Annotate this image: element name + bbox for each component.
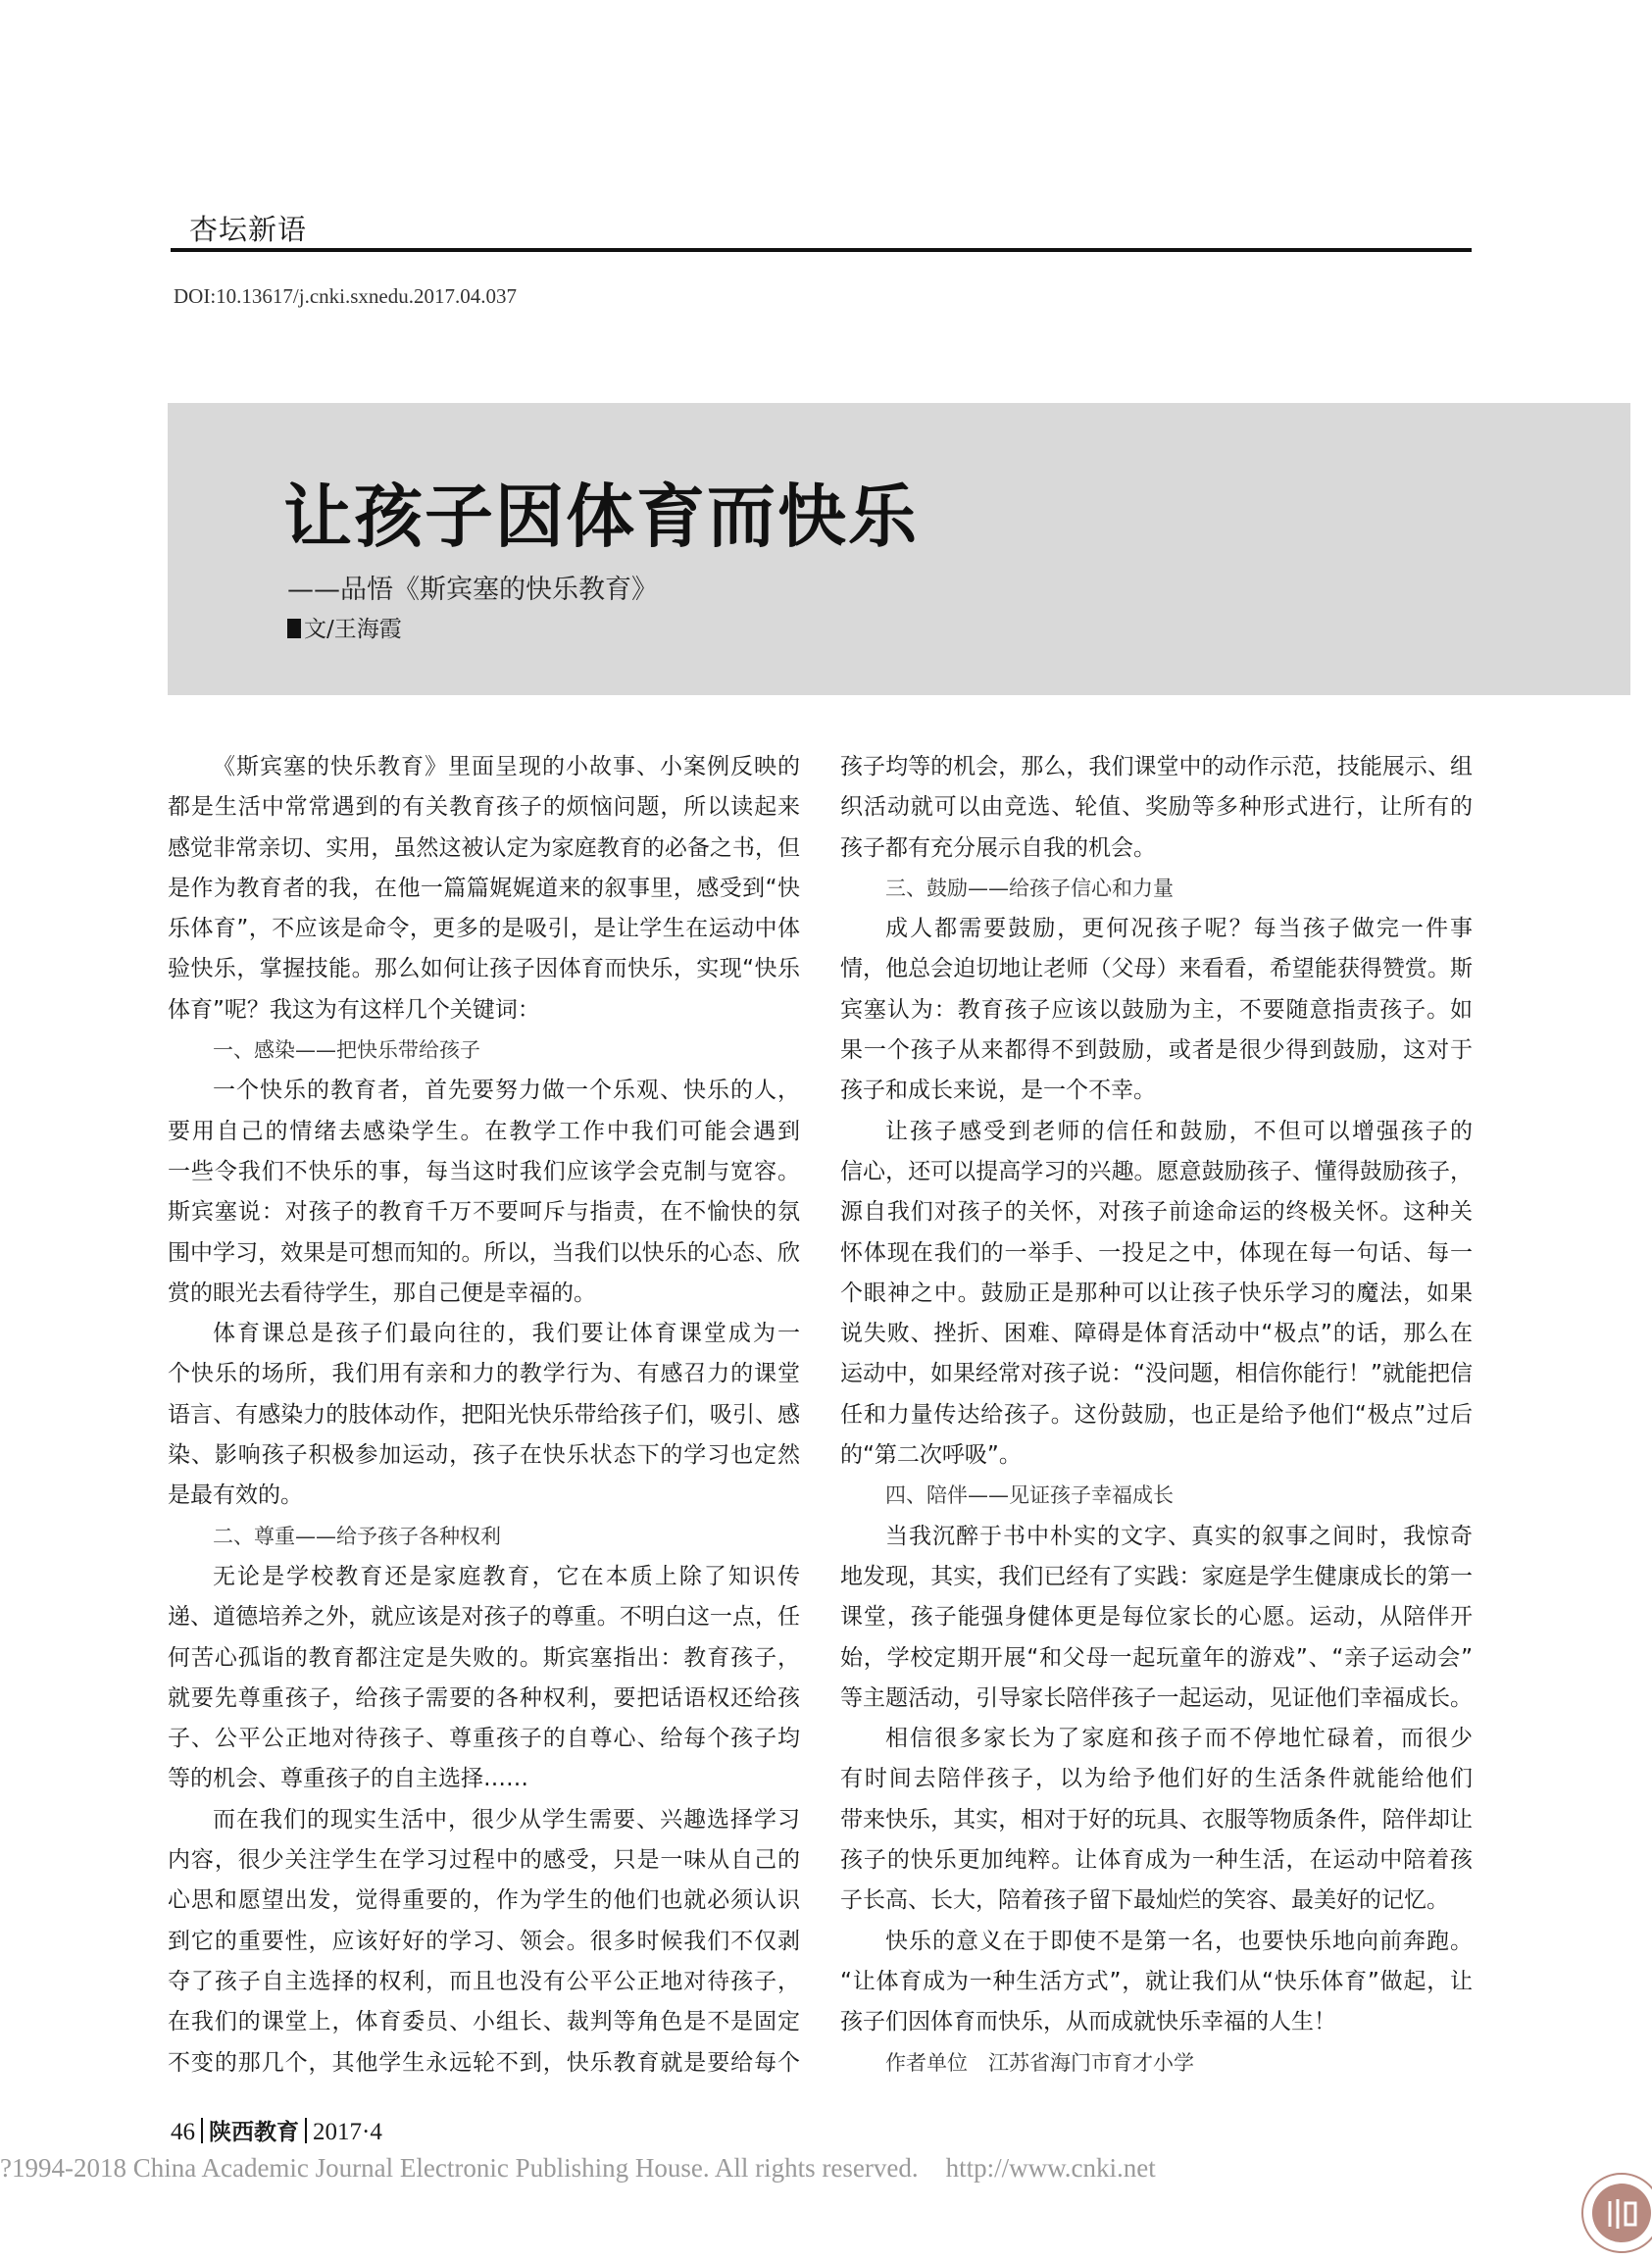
text-line: 夺了孩子自主选择的权利，而且也没有公平公正地对待孩子， (168, 1968, 800, 1994)
text-line: 成人都需要鼓励，更何况孩子呢？每当孩子做完一件事 (885, 916, 1473, 942)
text-line: 快乐的意义在于即使不是第一名，也要快乐地向前奔跑。 (885, 1928, 1473, 1954)
text-line: 无论是学校教育还是家庭教育，它在本质上除了知识传 (213, 1563, 800, 1589)
copyright-text: ?1994-2018 China Academic Journal Electronic Publishing House. All rights reserved. (0, 2153, 919, 2183)
text-line: 是作为教育者的我，在他一篇篇娓娓道来的叙事里，感受到“快 (168, 875, 800, 901)
text-line: 而在我们的现实生活中，很少从学生需要、兴趣选择学习 (213, 1806, 800, 1833)
text-line: 孩子和成长来说，是一个不幸。 (840, 1078, 1156, 1104)
text-line: 源自我们对孩子的关怀，对孩子前途命运的终极关怀。这种关 (840, 1199, 1473, 1226)
text-line: 赏的眼光去看待学生，那自己便是幸福的。 (168, 1280, 596, 1306)
text-line: 课堂，孩子能强身健体更是每位家长的心愿。运动，从陪伴开 (840, 1604, 1473, 1631)
text-line: 果一个孩子从来都得不到鼓励，或者是很少得到鼓励，这对于 (840, 1037, 1473, 1064)
section-heading: 作者单位 江苏省海门市育才小学 (885, 2050, 1194, 2075)
text-line: 子、公平公正地对待孩子、尊重孩子的自尊心、给每个孩子均 (168, 1726, 800, 1752)
text-line: 心思和愿望出发，觉得重要的，作为学生的他们也就必须认识 (168, 1887, 800, 1914)
text-line: 验快乐，掌握技能。那么如何让孩子因体育而快乐，实现“快乐 (168, 956, 800, 982)
text-line: 等主题活动，引导家长陪伴孩子一起运动，见证他们幸福成长。 (840, 1684, 1473, 1711)
text-line: 个快乐的场所，我们用有亲和力的教学行为、有感召力的课堂 (168, 1361, 800, 1387)
text-line: 围中学习，效果是可想而知的。所以，当我们以快乐的心态、欣 (168, 1239, 800, 1266)
text-line: 是最有效的。 (168, 1482, 303, 1509)
text-line: 孩子的快乐更加纯粹。让体育成为一种生活，在运动中陪着孩 (840, 1847, 1473, 1874)
text-line: 织活动就可以由竞选、轮值、奖励等多种形式进行，让所有的 (840, 794, 1473, 821)
text-line: 情，他总会迫切地让老师（父母）来看看，希望能获得赞赏。斯 (840, 956, 1473, 982)
text-line: 就要先尊重孩子，给孩子需要的各种权利，要把话语权还给孩 (168, 1684, 800, 1711)
text-line: 的“第二次呼吸”。 (840, 1442, 1022, 1469)
text-line: 都是生活中常常遇到的有关教育孩子的烦恼问题，所以读起来 (168, 794, 800, 821)
text-line: 个眼神之中。鼓励正是那种可以让孩子快乐学习的魔法，如果 (840, 1280, 1473, 1306)
copyright-line (0, 2153, 1156, 2184)
text-line: 子长高、长大，陪着孩子留下最灿烂的笑容、最美好的记忆。 (840, 1887, 1449, 1914)
page-footer (171, 2114, 382, 2146)
text-line: 要用自己的情绪去感染学生。在教学工作中我们可能会遇到 (168, 1118, 800, 1144)
page-number: 46 (171, 2119, 195, 2145)
section-heading: 三、鼓励——给孩子信心和力量 (885, 876, 1174, 900)
text-line: 宾塞认为：教育孩子应该以鼓励为主，不要随意指责孩子。如 (840, 996, 1473, 1023)
text-line: 运动中，如果经常对孩子说：“没问题，相信你能行！”就能把信 (840, 1361, 1473, 1387)
section-heading: 四、陪伴——见证孩子幸福成长 (885, 1483, 1174, 1508)
article-title: 让孩子因体育而快乐 (283, 477, 919, 557)
text-line: 孩子们因体育而快乐，从而成就快乐幸福的人生！ (840, 2009, 1336, 2035)
column-right (840, 747, 1473, 2084)
text-line: 语言、有感染力的肢体动作，把阳光快乐带给孩子们，吸引、感 (168, 1401, 800, 1428)
magazine-name: 陕西教育 (209, 2120, 299, 2145)
text-line: “让体育成为一种生活方式”，就让我们从“快乐体育”做起，让 (840, 1968, 1473, 1994)
text-line: 始，学校定期开展“和父母一起玩童年的游戏”、“亲子运动会” (840, 1644, 1473, 1671)
text-line: 一些令我们不快乐的事，每当这时我们应该学会克制与宽容。 (168, 1158, 800, 1184)
text-line: 孩子都有充分展示自我的机会。 (840, 834, 1156, 861)
text-line: 当我沉醉于书中朴实的文字、真实的叙事之间时，我惊奇 (885, 1523, 1473, 1549)
issue: 2017·4 (313, 2119, 382, 2145)
text-line: 等的机会、尊重孩子的自主选择…… (168, 1766, 528, 1792)
article-author (287, 611, 402, 643)
text-line: 信心，还可以提高学习的兴趣。愿意鼓励孩子、懂得鼓励孩子， (840, 1158, 1473, 1184)
text-line: 在我们的课堂上，体育委员、小组长、裁判等角色是不是固定 (168, 2009, 800, 2035)
text-line: 说失败、挫折、困难、障碍是体育活动中“极点”的话，那么在 (840, 1321, 1473, 1347)
section-heading: 二、尊重——给予孩子各种权利 (213, 1524, 501, 1548)
text-line: 带来快乐，其实，相对于好的玩具、衣服等物质条件，陪伴却让 (840, 1806, 1473, 1833)
section-heading: 一、感染——把快乐带给孩子 (213, 1038, 480, 1063)
text-line: 体育课总是孩子们最向往的，我们要让体育课堂成为一 (213, 1321, 800, 1347)
header-rule (171, 248, 1472, 252)
article-subtitle: ——品悟《斯宾塞的快乐教育》 (287, 575, 658, 605)
text-line: 让孩子感受到老师的信任和鼓励，不但可以增强孩子的 (885, 1118, 1473, 1144)
square-bullet-icon (287, 619, 301, 638)
text-line: 乐体育”，不应该是命令，更多的是吸引，是让学生在运动中体 (168, 916, 800, 942)
text-line: 任和力量传达给孩子。这份鼓励，也正是给予他们“极点”过后 (840, 1401, 1473, 1428)
cnki-link[interactable]: http://www.cnki.net (945, 2153, 1156, 2183)
text-line: 递、道德培养之外，就应该是对孩子的尊重。不明白这一点，任 (168, 1604, 800, 1631)
text-line: 怀体现在我们的一举手、一投足之中，体现在每一句话、每一 (840, 1239, 1473, 1266)
text-line: 孩子均等的机会，那么，我们课堂中的动作示范，技能展示、组 (840, 754, 1473, 779)
text-line: 内容，很少关注学生在学习过程中的感受，只是一味从自己的 (168, 1847, 800, 1874)
title-banner (168, 403, 1630, 695)
text-line: 染、影响孩子积极参加运动，孩子在快乐状态下的学习也定然 (168, 1442, 800, 1469)
divider (305, 2118, 307, 2143)
text-line: 《斯宾塞的快乐教育》里面呈现的小故事、小案例反映的 (213, 754, 800, 779)
divider (201, 2118, 203, 2143)
text-line: 相信很多家长为了家庭和孩子而不停地忙碌着，而很少 (885, 1726, 1473, 1752)
text-line: 何苦心孤诣的教育都注定是失败的。斯宾塞指出：教育孩子， (168, 1644, 800, 1671)
text-line: 一个快乐的教育者，首先要努力做一个乐观、快乐的人， (213, 1078, 800, 1104)
author-name: 文/王海霞 (304, 617, 402, 642)
text-line: 到它的重要性，应该好好的学习、领会。很多时候我们不仅剥 (168, 1928, 800, 1954)
column-left (168, 747, 800, 2084)
text-line: 地发现，其实，我们已经有了实践：家庭是学生健康成长的第一 (840, 1563, 1473, 1589)
doi: DOI:10.13617/j.cnki.sxnedu.2017.04.037 (174, 284, 517, 308)
text-line: 体育”呢？我这为有这样几个关键词： (168, 996, 540, 1023)
text-line: 有时间去陪伴孩子，以为给予他们好的生活条件就能给他们 (840, 1766, 1473, 1792)
section-label: 杏坛新语 (189, 213, 308, 246)
text-line: 不变的那几个，其他学生永远轮不到，快乐教育就是要给每个 (168, 2049, 800, 2076)
text-line: 斯宾塞说：对孩子的教育千万不要呵斥与指责，在不愉快的氛 (168, 1199, 800, 1226)
text-line: 感觉非常亲切、实用，虽然这被认定为家庭教育的必备之书，但 (168, 834, 800, 861)
